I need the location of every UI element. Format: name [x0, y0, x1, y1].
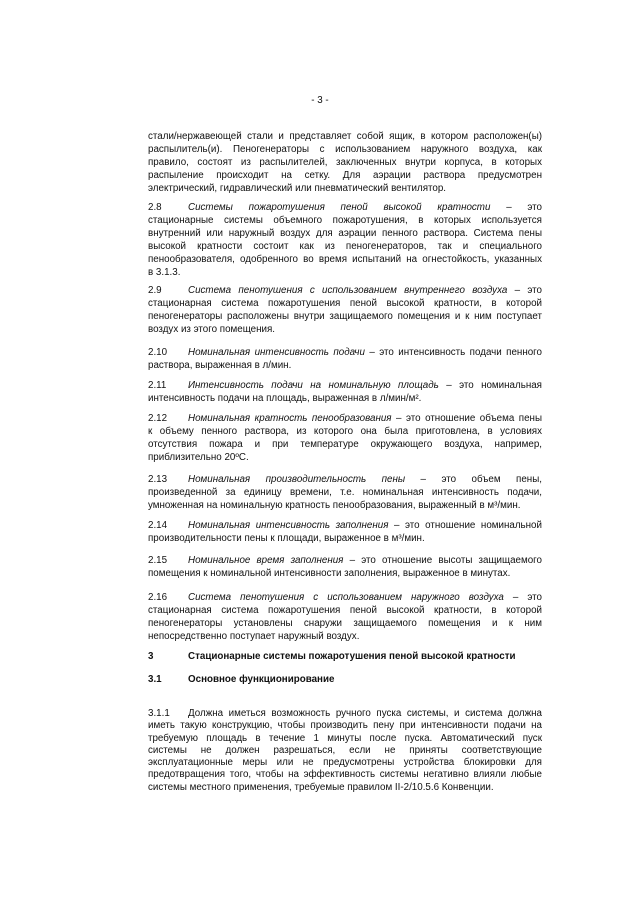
definition-2-16: [148, 591, 542, 643]
paragraph-line: воздух из этого помещения.: [148, 324, 276, 335]
paragraph-line: распыление происходит на сетку. Для аэрации раствора предусмотрен: [148, 170, 542, 181]
definition-first-line: [148, 379, 542, 392]
definition-2-14: [148, 519, 542, 545]
paragraph-line: требуемую площадь в течение 1 минуты после пуска. Автоматический пуск: [148, 732, 542, 744]
definition-term: Система пенотушения с использованием наружного воздуха: [188, 592, 504, 603]
definition-number: 2.13: [148, 474, 168, 485]
paragraph-line: правило, состоят из распылителей, заключенных внутри корпуса, в которых: [148, 157, 542, 168]
intro-paragraph: [148, 130, 542, 195]
paragraph-line: внутренний или наружный воздух для аэрации пенного раствора. Система пены: [148, 228, 542, 239]
definition-2-9: [148, 284, 542, 336]
paragraph-line: раствора, выраженная в л/мин.: [148, 360, 292, 371]
clause-number: 3.1.1: [148, 708, 170, 719]
section-heading: [148, 650, 542, 663]
definition-text: – это интенсивность подачи пенного: [369, 347, 542, 358]
definition-2-11: [148, 379, 542, 405]
clause-first-line: [148, 708, 542, 720]
paragraph-line: предотвращения того, чтобы на эффективность системы негативно влияли любые: [148, 769, 542, 781]
definition-number: 2.10: [148, 347, 168, 358]
paragraph-line: иметь такую конструкцию, чтобы производить пену при интенсивности подачи на: [148, 720, 542, 732]
clause-3-1-1: [148, 708, 542, 794]
definition-term: Системы пожаротушения пеной высокой кратности: [188, 202, 491, 213]
definition-number: 2.16: [148, 592, 168, 603]
definition-text: – это отношение объема пены: [396, 413, 542, 424]
definition-2-10: [148, 346, 542, 372]
definition-2-8: [148, 201, 542, 279]
definition-term: Система пенотушения с использованием внутреннего воздуха: [188, 285, 508, 296]
paragraph-line: интенсивность подачи на площадь, выраженная в л/мин/м².: [148, 393, 422, 404]
definition-2-15: [148, 554, 542, 580]
definition-term: Номинальная интенсивность подачи: [188, 347, 365, 358]
definition-text: – это отношение номинальной: [394, 520, 542, 531]
section-number: 3: [148, 651, 154, 662]
definition-text: – это номинальная: [446, 380, 542, 391]
definition-2-13: [148, 473, 542, 512]
paragraph-line: непосредственно поступает наружный воздух.: [148, 631, 360, 642]
definition-number: 2.15: [148, 555, 168, 566]
paragraph-line: стали/нержавеющей стали и представляет собой ящик, в котором расположен(ы): [148, 131, 542, 142]
paragraph-line: помещения к номинальной интенсивности заполнения, выраженное в минутах.: [148, 568, 511, 579]
paragraph-line: стационарная система пожаротушения пеной высокой кратности, в которой: [148, 605, 542, 616]
paragraph-line: стационарные системы объемного пожаротушения, в которых используется: [148, 215, 542, 226]
definition-text: – это объем пены,: [420, 474, 542, 485]
definition-text: – это: [512, 592, 542, 603]
section-title: Стационарные системы пожаротушения пеной высокой кратности: [188, 651, 516, 662]
definition-first-line: [148, 519, 542, 532]
definition-term: Интенсивность подачи на номинальную площадь: [188, 380, 439, 391]
definition-first-line: [148, 473, 542, 486]
paragraph-line: стационарная система пожаротушения пеной высокой кратности, в которой: [148, 298, 542, 309]
definition-first-line: [148, 284, 542, 297]
definition-number: 2.8: [148, 202, 162, 213]
definition-text: – это: [514, 285, 542, 296]
paragraph-line: высокой кратности состоит как из пеногенераторов, так и специального: [148, 241, 542, 252]
definition-text: – это отношение высоты защищаемого: [349, 555, 542, 566]
paragraph-line: электрический, гидравлический или пневматический вентилятор.: [148, 183, 447, 194]
paragraph-line: пенообразователя, одобренного во время испытаний на огнестойкость, указанных: [148, 254, 542, 265]
definition-number: 2.14: [148, 520, 168, 531]
paragraph-line: в 3.1.3.: [148, 267, 181, 278]
definition-first-line: [148, 412, 542, 425]
page-number: - 3 -: [311, 95, 329, 106]
paragraph-line: пеногенераторы установлены снаружи защищаемого помещения и к ним: [148, 618, 542, 629]
definition-first-line: [148, 201, 542, 214]
paragraph-line: приблизительно 20ºC.: [148, 452, 249, 463]
definition-number: 2.11: [148, 380, 167, 391]
definition-term: Номинальная производительность пены: [188, 474, 406, 485]
definition-number: 2.12: [148, 413, 168, 424]
paragraph-line: производительности пены к площади, выраженное в м³/мин.: [148, 533, 425, 544]
paragraph-line: системы местного применения, требуемые правилом II-2/10.5.6 Конвенции.: [148, 781, 494, 793]
paragraph-line: эксплуатационные меры или не предусмотрены устройства блокировки для: [148, 757, 542, 769]
paragraph-line: умноженная на номинальную кратность пенообразования, выраженный в м³/мин.: [148, 500, 521, 511]
definition-first-line: [148, 554, 542, 567]
paragraph-line: отсутствия пожара и при температуре окружающего воздуха, например,: [148, 439, 542, 450]
paragraph-line: произведенной за единицу времени, т.е. номинальная интенсивность подачи,: [148, 487, 542, 498]
definition-first-line: [148, 591, 542, 604]
clause-text: Должна иметься возможность ручного пуска системы, и система должна: [188, 708, 542, 719]
definition-term: Номинальная кратность пенообразования: [188, 413, 392, 424]
definition-number: 2.9: [148, 285, 162, 296]
subsection-title: Основное функционирование: [188, 674, 335, 685]
paragraph-line: к объему пенного раствора, из которого она была приготовлена, в условиях: [148, 426, 542, 437]
subsection-number: 3.1: [148, 674, 162, 685]
definition-text: – это: [506, 202, 542, 213]
definition-term: Номинальная интенсивность заполнения: [188, 520, 389, 531]
definition-2-12: [148, 412, 542, 464]
definition-term: Номинальное время заполнения: [188, 555, 344, 566]
paragraph-line: распылитель(и). Пеногенераторы с использованием наружного воздуха, как: [148, 144, 542, 155]
subsection-heading: [148, 673, 542, 686]
definition-first-line: [148, 346, 542, 359]
paragraph-line: пеногенераторы расположены внутри защищаемого помещения и к ним поступает: [148, 311, 542, 322]
paragraph-line: системы не должен разрешаться, если не приняты соответствующие: [148, 744, 542, 756]
